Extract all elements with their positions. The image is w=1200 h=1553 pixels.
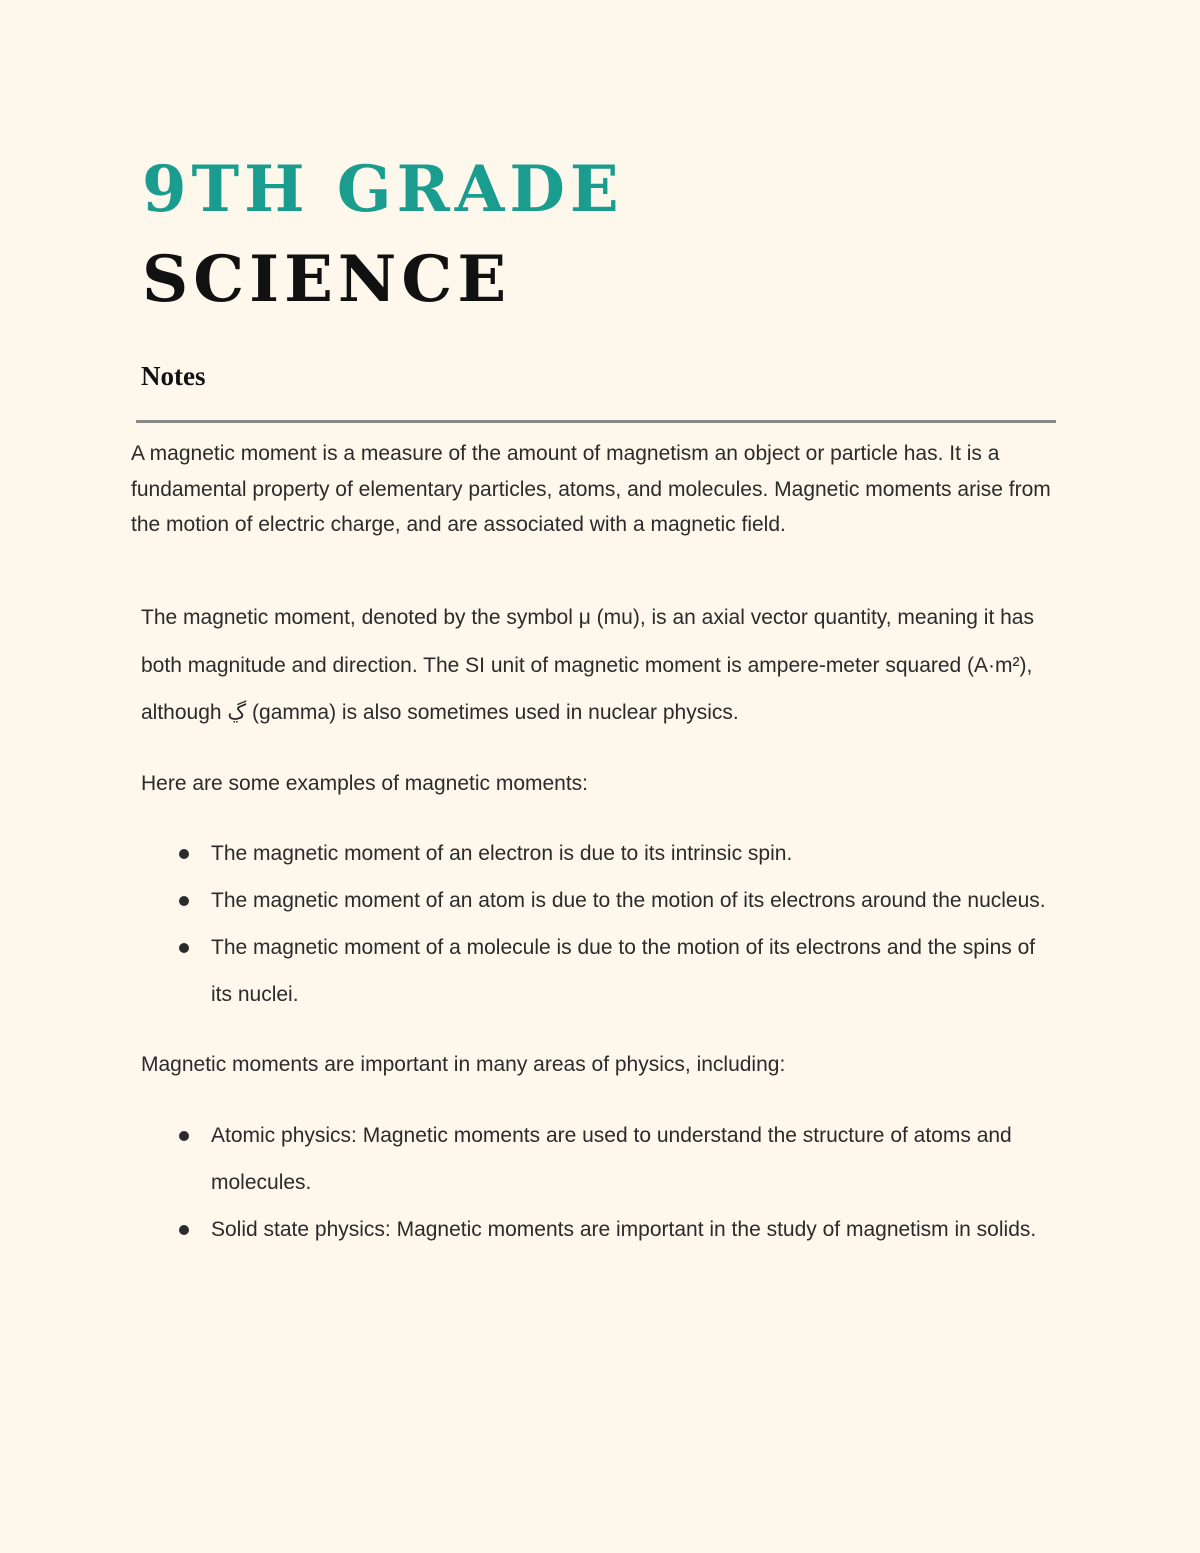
list-item: [141, 1112, 1061, 1206]
list-item-text: The magnetic moment of an atom is due to the motion of its electrons around the nucleus.: [211, 889, 1046, 912]
list-item-text: The magnetic moment of an electron is due to its intrinsic spin.: [211, 842, 793, 865]
title-grade: 9TH GRADE: [142, 152, 624, 227]
list-item: [141, 1206, 1061, 1253]
examples-list: [141, 830, 1061, 1018]
bullet-icon: [179, 896, 189, 906]
notes-body: [141, 594, 1061, 1253]
bullet-icon: [179, 849, 189, 859]
areas-list: [141, 1112, 1061, 1253]
intro-paragraph: A magnetic moment is a measure of the amount of magnetism an object or particle has. It is a fundamental property of elementary particles, atoms, and molecules. Magnetic moments arise from the motion of electric charge, and are associated with a magnetic field.: [131, 442, 1051, 536]
areas-intro: Magnetic moments are important in many areas of physics, including:: [141, 1053, 786, 1076]
list-item-text: Atomic physics: Magnetic moments are used to understand the structure of atoms and molecules.: [211, 1123, 1012, 1194]
list-item: [141, 830, 1061, 877]
bullet-icon: [179, 1225, 189, 1235]
bullet-icon: [179, 943, 189, 953]
horizontal-divider: [136, 420, 1056, 423]
examples-intro: Here are some examples of magnetic moments:: [141, 771, 589, 795]
list-item: [141, 877, 1061, 924]
list-item-text: The magnetic moment of a molecule is due to the motion of its electrons and the spins of its nuclei.: [211, 936, 1036, 1006]
notes-heading: Notes: [141, 361, 206, 391]
list-item-text: Solid state physics: Magnetic moments are important in the study of magnetism in solids.: [211, 1217, 1037, 1241]
bullet-icon: [179, 1131, 189, 1141]
list-item: [141, 924, 1061, 1018]
symbol-paragraph: The magnetic moment, denoted by the symbol μ (mu), is an axial vector quantity, meaning it has both magnitude and direction. The SI unit of magnetic moment is ampere-meter squared (A·m²), although ڲ (gamma) is also sometimes used in nuclear physics.: [141, 606, 1034, 724]
title-subject: SCIENCE: [142, 242, 512, 317]
